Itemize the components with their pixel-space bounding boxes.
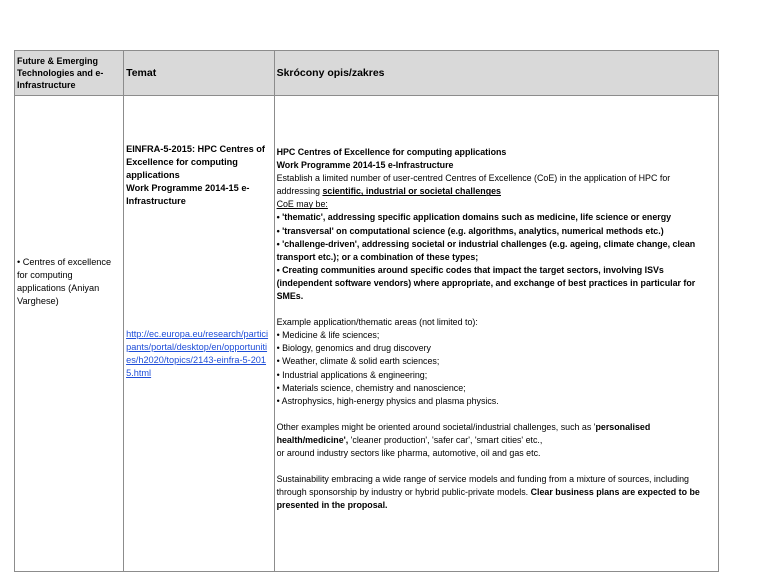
example-item: • Astrophysics, high-energy physics and plasma physics.: [276, 395, 499, 406]
table-row: [15, 96, 719, 572]
desc-intro: Establish a limited number of user-centred Centres of Excellence (CoE) in the application of HPC for addressing scientific, industrial or societal challenges: [276, 173, 671, 197]
header-area[interactable]: Future & Emerging Technologies and e-Infrastructure: [15, 51, 124, 96]
desc-coe-may-be: CoE may be:: [276, 199, 328, 210]
bullet-challenge-driven: • 'challenge-driven', addressing societal or industrial challenges (e.g. ageing, climate change, clean transport etc.); or a combination of these types;: [276, 238, 696, 262]
topic-cell[interactable]: [124, 96, 274, 572]
topic-programme: Work Programme 2014-15 e-Infrastructure: [126, 183, 250, 206]
desc-title: HPC Centres of Excellence for computing applications: [276, 147, 507, 157]
bullet-communities: • Creating communities around specific codes that impact the target sectors, involving ISVs (independent software vendors) where appropriate, and exchange of best practices in particular for SMEs.: [276, 264, 696, 302]
header-description[interactable]: Skrócony opis/zakres: [274, 51, 718, 96]
sustainability: Sustainability embracing a wide range of service models and funding from a mixture of sources, including through sponsorship by industry or hybrid public-private models. Clear business plans are expected to be presented in the proposal.: [276, 474, 700, 511]
other-examples: Other examples might be oriented around societal/industrial challenges, such as 'personalised health/medicine', 'cleaner production', 'safer car', 'smart cities' etc., or around industry sectors like pharma, automotive, oil and gas etc.: [276, 421, 651, 458]
area-text: • Centres of excellence for computing applications (Aniyan Varghese): [17, 257, 112, 306]
topic-link[interactable]: http://ec.europa.eu/research/participants/portal/desktop/en/opportunities/h2020/topics/2143-einfra-5-2015.html: [126, 329, 269, 378]
example-item: • Materials science, chemistry and nanoscience;: [276, 382, 466, 393]
example-item: • Biology, genomics and drug discovery: [276, 343, 431, 354]
bullet-transversal: • 'transversal' on computational science (e.g. algorithms, analytics, numerical methods etc.): [276, 225, 664, 236]
topic-title: EINFRA-5-2015: HPC Centres of Excellence for computing applications: [126, 144, 265, 180]
desc-programme: Work Programme 2014-15 e-Infrastructure: [276, 160, 454, 171]
examples-intro: Example application/thematic areas (not limited to):: [276, 317, 478, 328]
bullet-thematic: • 'thematic', addressing specific application domains such as medicine, life science or energy: [276, 212, 672, 223]
desc-challenges: scientific, industrial or societal challenges: [322, 186, 501, 197]
example-item: • Medicine & life sciences;: [276, 330, 380, 341]
header-topic[interactable]: Temat: [124, 51, 274, 96]
example-item: • Weather, climate & solid earth sciences;: [276, 356, 440, 367]
spreadsheet-table: [14, 50, 719, 572]
header-row: [15, 51, 719, 96]
area-cell[interactable]: [15, 96, 124, 572]
description-cell[interactable]: [274, 96, 718, 572]
example-item: • Industrial applications & engineering;: [276, 369, 428, 380]
